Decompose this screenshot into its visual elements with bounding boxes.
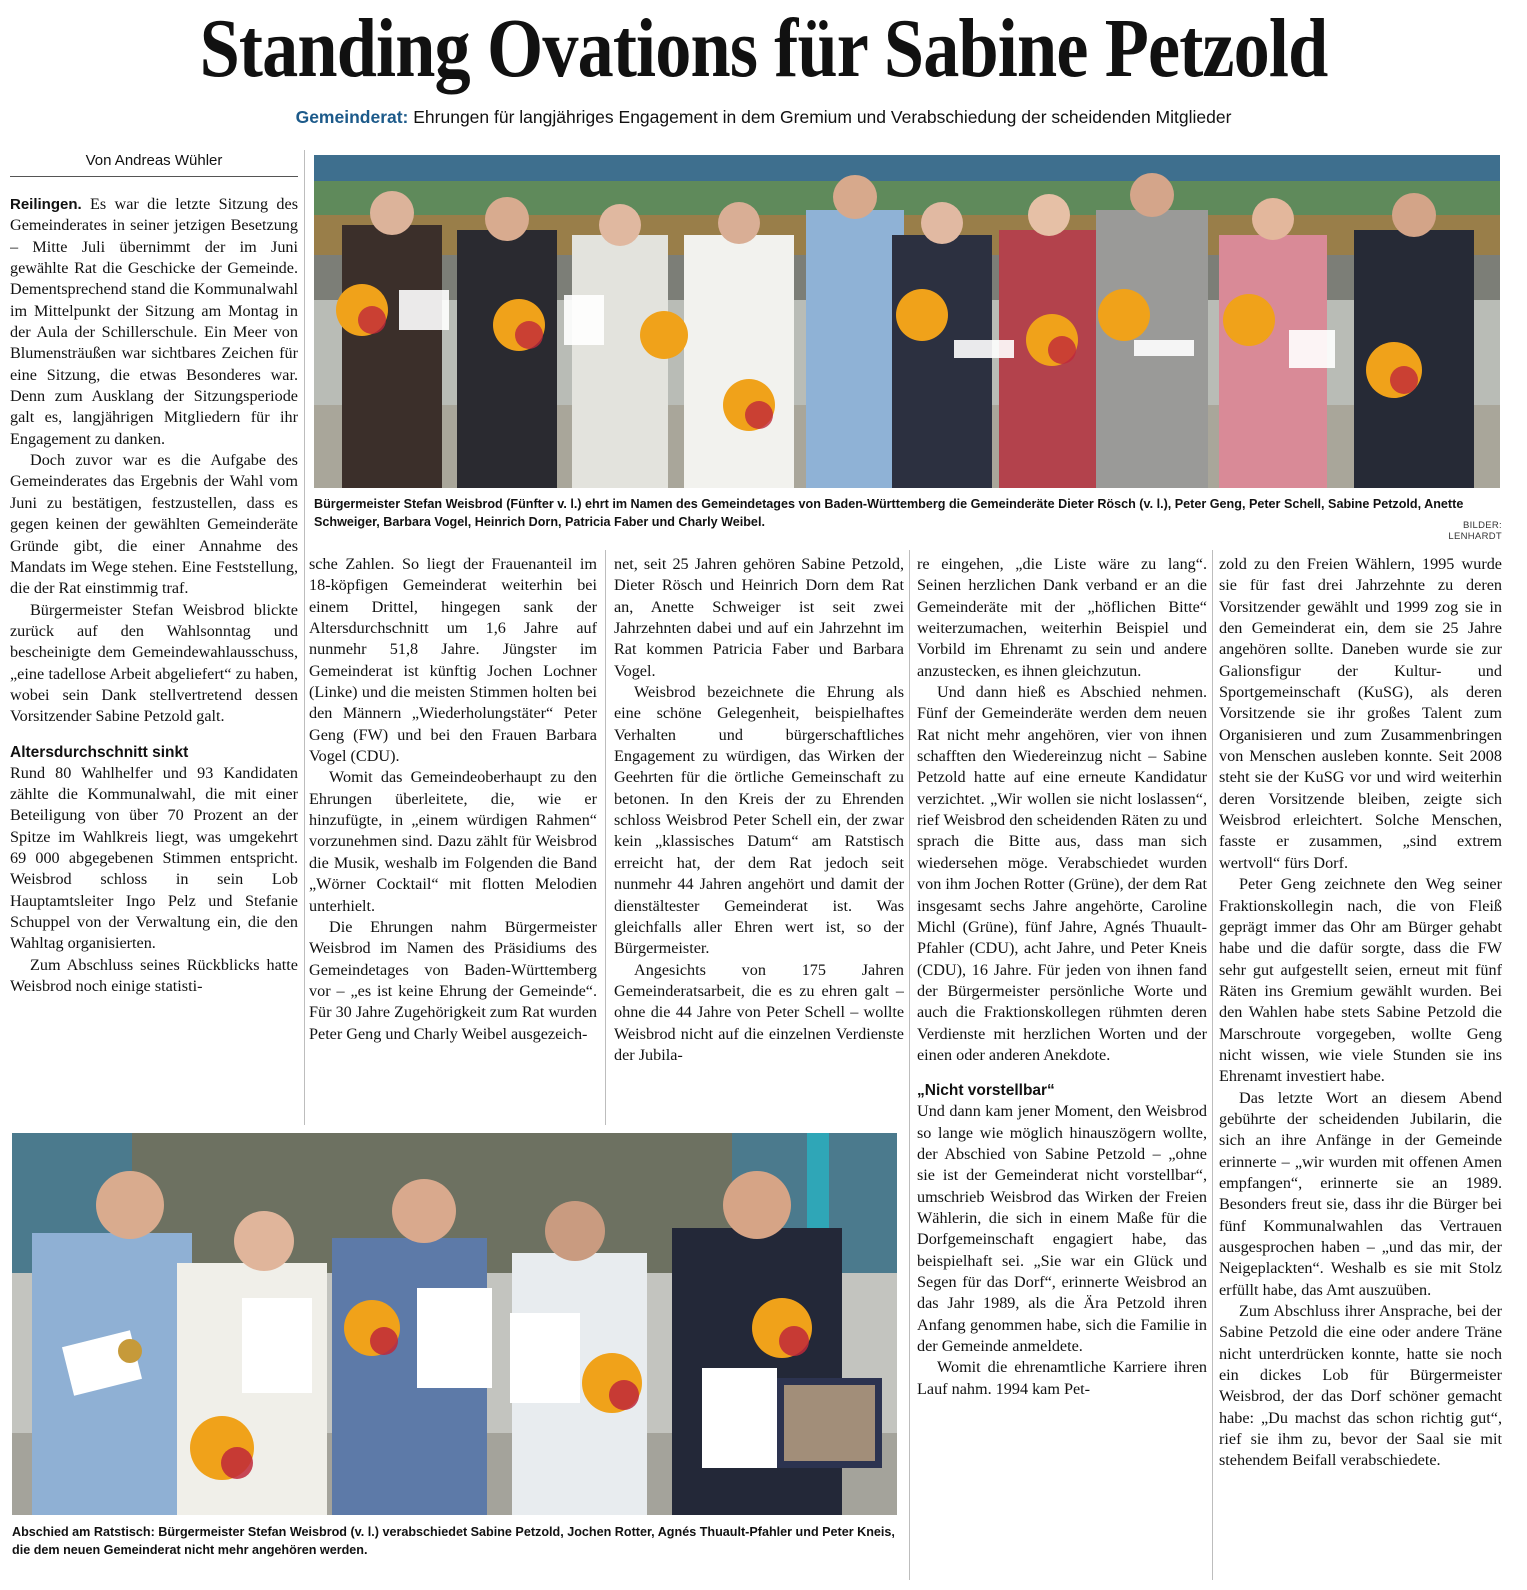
article-paragraph: Peter Geng zeichnete den Weg seiner Fraktionskollegin nach, die von Fleiß geprägt immer das Ohr am Bürger gehabt habe und die dafür sorgte, dass die FW sehr gut aufgestellt seien, erneut mit fünf Räten ins Gremium gewählt wurden. Bei den Wahlen habe stets Sabine Petzold die Marschroute vorgegeben, wollte Geng nicht wissen, wie viele Stunden sie ins Ehrenamt investiert habe. xyxy=(1219,875,1502,1086)
article-paragraph: Die Ehrungen nahm Bürgermeister Weisbrod im Namen des Präsidiums des Gemeindetages von Baden-Württemberg vor – „es ist keine Ehrung der Gemeinde“. Für 30 Jahre Zugehörigkeit zum Rat wurden Peter Geng und Charly Weibel ausgezeich- xyxy=(309,917,597,1043)
subline-text: Ehrungen für langjähriges Engagement in dem Gremium und Verabschiedung der scheidenden Mitglieder xyxy=(408,107,1232,127)
article-column-5 xyxy=(1219,554,1502,1586)
article-paragraph: Und dann kam jener Moment, den Weisbrod so lange wie möglich hinauszögern wollte, der Abschied von Sabine Petzold – „ohne sie ist der Gemeinderat nicht vorstellbar“, umschrieb Weisbrod das Wirken der Freien Wählerin, die sich in einem Maße für die Dorfgemeinschaft engagiert habe, das beispielhaft sei. „Sie war ein Glück und Segen für das Dorf“, erinnerte Weisbrod an das Jahr 1989, als die Ära Petzold ihren Anfang genommen habe, sich die Familie in der Gemeinde anmeldete. xyxy=(917,1102,1207,1356)
article-paragraph: Angesichts von 175 Jahren Gemeinderatsarbeit, die es zu ehren galt – ohne die 44 Jahre von Peter Schell – wollte Weisbrod nicht auf die einzelnen Verdienste der Jubila- xyxy=(614,960,904,1064)
article-paragraph: Womit die ehrenamtliche Karriere ihren Lauf nahm. 1994 kam Pet- xyxy=(917,1358,1207,1398)
group-photo-illustration xyxy=(314,155,1500,488)
subheading: „Nicht vorstellbar“ xyxy=(917,1082,1055,1100)
place-name: Reilingen. xyxy=(10,196,82,213)
group-photo-honorees xyxy=(314,155,1500,488)
article-paragraph: zold zu den Freien Wählern, 1995 wurde sie für fast drei Jahrzehnte zu deren Vorsitzender gewählt und 1999 zog sie in den Gemeinderat ein, dem sie 25 Jahre angehören sollte. Daneben wurde sie zur Galionsfigur der Kultur- und Sportgemeinschaft (KuSG), als deren Vorsitzende sie ihr großes Talent zum Organisieren und zum Zusammenbringen von Menschen ausleben konnte. Seit 2008 steht sie der KuSG vor und wird weiterhin deren Vorsitzende bleiben, zeigte sich Weisbrod erleichtert. Solche Menschen, fasste er zusammen, „sind extrem wertvoll“ fürs Dorf. xyxy=(1219,555,1502,872)
column-rule xyxy=(304,150,305,1125)
photo-credit: BILDER: LENHARDT xyxy=(1448,520,1502,542)
column-rule xyxy=(1212,550,1213,1580)
photo2-caption: Abschied am Ratstisch: Bürgermeister Stefan Weisbrod (v. l.) verabschiedet Sabine Petzold, Jochen Rotter, Agnés Thuault-Pfahler und Peter Kneis, die dem neuen Gemeinderat nicht mehr angehören werden. xyxy=(12,1525,895,1557)
article-paragraph: Bürgermeister Stefan Weisbrod blickte zurück auf den Wahlsonntag und bescheinigte dem Gemeindewahlausschuss, „eine tadellose Arbeit abgeliefert“ zu haben, wobei sein Dank stellvertretend dessen Vorsitzender Sabine Petzold galt. xyxy=(10,600,298,726)
article-column-3 xyxy=(614,554,904,1129)
subheading: Altersdurchschnitt sinkt xyxy=(10,743,189,761)
article-paragraph: Das letzte Wort an diesem Abend gebührte der scheidenden Jubilarin, die sich an ihre Anfänge in der Gemeinde erinnerte – „wir wurden mit offenen Amen empfangen“, erinnerte sie an 1989. Besonders freut sie, dass ihr die Bürger bei fünf Kommunalwahlen das Vertrauen ausgesprochen haben – „und das mir, der Neigeplackten“. Weshalb es sie mit Stolz erfüllt habe, das Amt auszuüben. xyxy=(1219,1088,1502,1299)
article-paragraph: Zum Abschluss seines Rückblicks hatte Weisbrod noch einige statisti- xyxy=(10,955,298,996)
author-byline: Von Andreas Wühler xyxy=(10,151,298,177)
article-paragraph: Womit das Gemeindeoberhaupt zu den Ehrungen überleitete, die, wie er hinzufügte, in „einem würdigen Rahmen“ vorzunehmen sind. Dazu zählt für Weisbrod die Musik, weshalb im Folgenden die Band „Wörner Cocktail“ mit flotten Melodien unterhielt. xyxy=(309,768,597,915)
article-paragraph: Und dann hieß es Abschied nehmen. Fünf der Gemeinderäte werden dem neuen Rat nicht mehr angehören, vier von ihnen schafften den Wiedereinzug nicht – Sabine Petzold hatte auf eine erneute Kandidatur verzichtet. „Wir wollen sie nicht loslassen“, rief Weisbrod den scheidenden Räten zu und sprach die Bitte aus, dass man sich wiedersehen möge. Verabschiedet wurden von ihm Jochen Rotter (Grüne), der dem Rat insgesamt sechs Jahre angehörte, Caroline Michl (Grüne), fünf Jahre, Agnés Thuault-Pfahler (CDU), acht Jahre, und Peter Kneis (CDU), 16 Jahre. Für jeden von ihnen fand der Bürgermeister persönliche Worte und auch die Fraktionskollegen rühmten deren Verdienste mit herzlichen Worten und der einen oder anderen Anekdote. xyxy=(917,683,1207,1064)
article-paragraph: Reilingen. Es war die letzte Sitzung des Gemeinderates in seiner jetzigen Besetzung – Mitte Juli übernimmt der im Juni gewählte Rat die Geschicke der Gemeinde. Dementsprechend stand die Kommunalwahl im Mittelpunkt der Sitzung am Montag in der Aula der Schillerschule. Ein Meer von Blumensträußen war sichtbares Zeichen für eine Sitzung, die etwas Besonderes war. Denn zum Ausklang der Sitzungsperiode galt es, langjährigen Mitgliedern für ihr Engagement zu danken. xyxy=(10,195,298,448)
article-column-4 xyxy=(917,554,1207,1586)
article-paragraph: net, seit 25 Jahren gehören Sabine Petzold, Dieter Rösch und Heinrich Dorn dem Rat an, Anette Schweiger ist seit zwei Jahrzehnten dabei und auf ein Jahrzehnt im Rat kommen Patricia Faber und Barbara Vogel. xyxy=(614,555,904,680)
article-column-2 xyxy=(309,554,597,1129)
article-paragraph: re eingehen, „die Liste wäre zu lang“. Seinen herzlichen Dank verband er an die Gemeinderäte mit der „höflichen Bitte“ weiterzumachen, weiterhin Beispiel und Vorbild im Ehrenamt zu sein und andere anzustecken, es ihnen gleichzutun. xyxy=(917,555,1207,680)
article-paragraph: Weisbrod bezeichnete die Ehrung als eine schöne Gelegenheit, beispielhaftes Verhalten und bürgerschaftliches Engagement zu würdigen, das Wirken der Geehrten für die örtliche Gemeinschaft zu betonen. In den Kreis der zu Ehrenden schloss Weisbrod Peter Schell ein, der zwar kein „klassisches Datum“ am Ratstisch erreicht hat, der dem Rat jedoch seit nunmehr 44 Jahren angehört und damit der dienstältester Gemeinderat ist. Was gleichfalls aller Ehren wert ist, so der Bürgermeister. xyxy=(614,683,904,958)
farewell-photo-illustration xyxy=(12,1133,897,1515)
article-paragraph: Rund 80 Wahlhelfer und 93 Kandidaten zählte die Kommunalwahl, die mit einer Beteiligung von über 70 Prozent an der Spitze im Wahlkreis liegt, was umgekehrt 69 000 abgegebenen Stimmen entspricht. Weisbrod schloss in sein Lob Hauptamtsleiter Ingo Pelz und Stefanie Schuppel von der Verwaltung ein, die den Wahltag organisierten. xyxy=(10,763,298,953)
article-paragraph: sche Zahlen. So liegt der Frauenanteil im 18-köpfigen Gemeinderat weiterhin bei einem Drittel, hingegen sank der Altersdurchschnitt um 1,6 Jahre auf nunmehr 51,8 Jahre. Jüngster im Gemeinderat ist künftig Jochen Lochner (Linke) und die meisten Stimmen holten bei den Männern „Wiederholungstäter“ Peter Geng (FW) und bei den Frauen Barbara Vogel (CDU). xyxy=(309,555,597,766)
subline xyxy=(0,106,1527,128)
column-rule xyxy=(605,550,606,1125)
photo1-caption: Bürgermeister Stefan Weisbrod (Fünfter v. l.) ehrt im Namen des Gemeindetages von Baden-Württemberg die Gemeinderäte Dieter Rösch (v. l.), Peter Geng, Peter Schell, Sabine Petzold, Anette Schweiger, Barbara Vogel, Heinrich Dorn, Patricia Faber und Charly Weibel. xyxy=(314,497,1464,529)
article-paragraph: Zum Abschluss ihrer Ansprache, bei der Sabine Petzold die eine oder andere Träne nicht unterdrücken konnte, hatte sie noch ein dickes Lob für Bürgermeister Weisbrod, der das Dorf schöner gemacht habe: „Du machst das schon richtig gut“, rief sie ihm zu, bevor der Saal sie mit stehendem Beifall verabschiedete. xyxy=(1219,1302,1502,1470)
headline: Standing Ovations für Sabine Petzold xyxy=(199,2,1328,95)
subline-kicker: Gemeinderat: xyxy=(295,107,409,127)
article-paragraph: Doch zuvor war es die Aufgabe des Gemeinderates das Ergebnis der Wahl vom Juni zu bestätigen, festzustellen, dass es gegen keinen der gewählten Gemeinderäte Gründe gibt, die einer Annahme des Mandats im Wege stehen. Eine Feststellung, die der Rat einstimmig traf. xyxy=(10,451,298,598)
farewell-photo xyxy=(12,1133,897,1515)
column-rule xyxy=(909,550,910,1580)
